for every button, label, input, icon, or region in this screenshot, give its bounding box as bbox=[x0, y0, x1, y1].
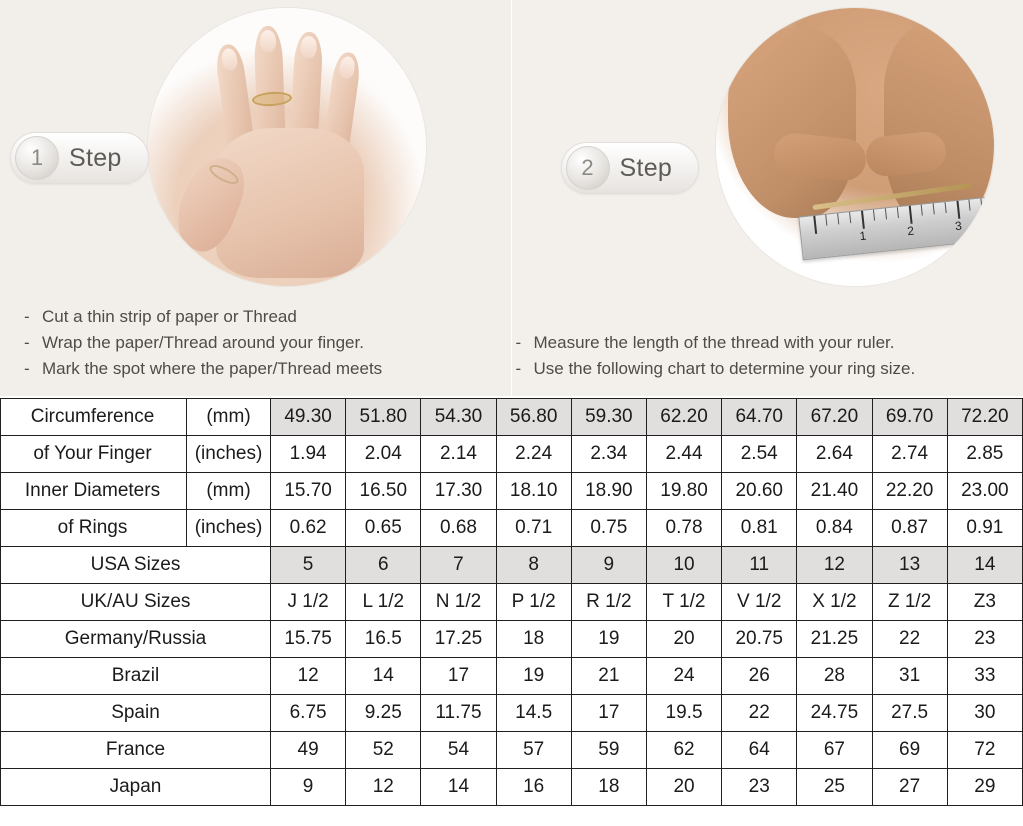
step-2-label: Step bbox=[619, 153, 673, 182]
cell: 33 bbox=[947, 658, 1022, 695]
cell: 24.75 bbox=[797, 695, 872, 732]
cell: 18.90 bbox=[571, 473, 646, 510]
cell: 26 bbox=[722, 658, 797, 695]
table-row bbox=[1, 510, 1023, 547]
cell: V 1/2 bbox=[722, 584, 797, 621]
cell: 0.62 bbox=[271, 510, 346, 547]
cell: 14 bbox=[421, 769, 496, 806]
step-2-panel bbox=[511, 0, 1023, 396]
cell: 0.68 bbox=[421, 510, 496, 547]
cell: 14 bbox=[947, 547, 1022, 584]
cell: 25 bbox=[797, 769, 872, 806]
step-2-instructions bbox=[516, 330, 1016, 382]
row-unit: (inches) bbox=[187, 510, 271, 547]
hands-measuring-thread-illustration bbox=[716, 8, 994, 286]
cell: 2.04 bbox=[346, 436, 421, 473]
cell: 17 bbox=[421, 658, 496, 695]
cell: 22.20 bbox=[872, 473, 947, 510]
cell: 20 bbox=[646, 621, 721, 658]
cell: 72 bbox=[947, 732, 1022, 769]
step-1-panel bbox=[0, 0, 511, 396]
table-row bbox=[1, 769, 1023, 806]
cell: 2.74 bbox=[872, 436, 947, 473]
cell: 2.44 bbox=[646, 436, 721, 473]
cell: 13 bbox=[872, 547, 947, 584]
cell: 21.40 bbox=[797, 473, 872, 510]
fingernail bbox=[220, 47, 239, 71]
table-row bbox=[1, 399, 1023, 436]
row-label: Spain bbox=[1, 695, 271, 732]
table-row bbox=[1, 584, 1023, 621]
step-1-label: Step bbox=[69, 143, 122, 172]
cell: 27 bbox=[872, 769, 947, 806]
cell: 19 bbox=[571, 621, 646, 658]
step-2-photo bbox=[716, 8, 994, 286]
bullet-dash-icon: - bbox=[24, 359, 30, 378]
cell: 19 bbox=[496, 658, 571, 695]
cell: 49 bbox=[271, 732, 346, 769]
cell: 20.75 bbox=[722, 621, 797, 658]
row-label: of Rings bbox=[1, 510, 187, 547]
cell: 0.75 bbox=[571, 510, 646, 547]
table-row bbox=[1, 658, 1023, 695]
row-label: UK/AU Sizes bbox=[1, 584, 271, 621]
ruler-tick bbox=[968, 200, 970, 211]
cell: 9 bbox=[571, 547, 646, 584]
table-row bbox=[1, 732, 1023, 769]
ruler-tick bbox=[861, 211, 865, 229]
cell: N 1/2 bbox=[421, 584, 496, 621]
list-item bbox=[24, 304, 494, 330]
cell: 6 bbox=[346, 547, 421, 584]
cell: 2.85 bbox=[947, 436, 1022, 473]
row-label: USA Sizes bbox=[1, 547, 271, 584]
table-row bbox=[1, 695, 1023, 732]
cell: Z3 bbox=[947, 584, 1022, 621]
row-label: Germany/Russia bbox=[1, 621, 271, 658]
row-label: of Your Finger bbox=[1, 436, 187, 473]
cell: 72.20 bbox=[947, 399, 1022, 436]
cell: 17 bbox=[571, 695, 646, 732]
cell: 67 bbox=[797, 732, 872, 769]
row-label: Brazil bbox=[1, 658, 271, 695]
ring-size-table bbox=[0, 398, 1023, 806]
cell: 2.14 bbox=[421, 436, 496, 473]
instruction-text: Measure the length of the thread with your ruler. bbox=[533, 333, 895, 352]
cell: 12 bbox=[346, 769, 421, 806]
cell: 49.30 bbox=[271, 399, 346, 436]
cell: 2.34 bbox=[571, 436, 646, 473]
instruction-text: Mark the spot where the paper/Thread meets bbox=[42, 359, 383, 378]
cell: 17.30 bbox=[421, 473, 496, 510]
cell: 1.94 bbox=[271, 436, 346, 473]
table-row bbox=[1, 473, 1023, 510]
cell: 31 bbox=[872, 658, 947, 695]
cell: T 1/2 bbox=[646, 584, 721, 621]
cell: 24 bbox=[646, 658, 721, 695]
instruction-text: Wrap the paper/Thread around your finger. bbox=[42, 333, 364, 352]
cell: 19.80 bbox=[646, 473, 721, 510]
hand-with-thread-illustration bbox=[148, 8, 426, 286]
row-unit: (inches) bbox=[187, 436, 271, 473]
cell: 10 bbox=[646, 547, 721, 584]
ruler-number: 2 bbox=[906, 223, 915, 239]
cell: 6.75 bbox=[271, 695, 346, 732]
cell: 67.20 bbox=[797, 399, 872, 436]
cell: 64.70 bbox=[722, 399, 797, 436]
ruler-tick bbox=[908, 206, 912, 224]
cell: 9 bbox=[271, 769, 346, 806]
cell: 62.20 bbox=[646, 399, 721, 436]
cell: 29 bbox=[947, 769, 1022, 806]
ruler-tick bbox=[813, 216, 817, 234]
cell: 69.70 bbox=[872, 399, 947, 436]
ruler-tick bbox=[956, 201, 960, 219]
cell: 54 bbox=[421, 732, 496, 769]
cell: 0.87 bbox=[872, 510, 947, 547]
cell: 16 bbox=[496, 769, 571, 806]
bullet-dash-icon: - bbox=[515, 359, 522, 378]
steps-section bbox=[0, 0, 1023, 396]
list-item bbox=[24, 330, 494, 356]
step-1-photo bbox=[148, 8, 426, 286]
cell: 14.5 bbox=[496, 695, 571, 732]
cell: R 1/2 bbox=[571, 584, 646, 621]
cell: L 1/2 bbox=[346, 584, 421, 621]
left-hand-illustration bbox=[728, 28, 856, 218]
cell: 14 bbox=[346, 658, 421, 695]
instruction-text: Cut a thin strip of paper or Thread bbox=[42, 307, 297, 326]
step-1-instructions bbox=[24, 304, 494, 382]
ruler-tick bbox=[837, 213, 839, 224]
cell: P 1/2 bbox=[496, 584, 571, 621]
cell: 0.71 bbox=[496, 510, 571, 547]
cell: 2.24 bbox=[496, 436, 571, 473]
step-2-number: 2 bbox=[566, 146, 610, 190]
cell: J 1/2 bbox=[271, 584, 346, 621]
cell: 22 bbox=[722, 695, 797, 732]
cell: 21 bbox=[571, 658, 646, 695]
step-1-badge bbox=[10, 132, 149, 184]
cell: 18 bbox=[571, 769, 646, 806]
list-item bbox=[516, 356, 1016, 382]
cell: 16.50 bbox=[346, 473, 421, 510]
row-label: Inner Diameters bbox=[1, 473, 187, 510]
cell: 21.25 bbox=[797, 621, 872, 658]
cell: 0.84 bbox=[797, 510, 872, 547]
cell: 11.75 bbox=[421, 695, 496, 732]
cell: 7 bbox=[421, 547, 496, 584]
ruler-tick bbox=[896, 207, 898, 218]
cell: 9.25 bbox=[346, 695, 421, 732]
row-label: France bbox=[1, 732, 271, 769]
list-item bbox=[24, 356, 494, 382]
cell: Z 1/2 bbox=[872, 584, 947, 621]
cell: 62 bbox=[646, 732, 721, 769]
cell: 54.30 bbox=[421, 399, 496, 436]
ruler-number: 1 bbox=[858, 228, 867, 244]
cell: 8 bbox=[496, 547, 571, 584]
cell: 23 bbox=[722, 769, 797, 806]
ruler-tick bbox=[944, 202, 946, 213]
ruler-number: 3 bbox=[953, 218, 962, 234]
table-row bbox=[1, 547, 1023, 584]
bullet-dash-icon: - bbox=[24, 333, 30, 352]
list-item bbox=[516, 330, 1016, 356]
row-unit: (mm) bbox=[187, 473, 271, 510]
cell: 2.54 bbox=[722, 436, 797, 473]
cell: 17.25 bbox=[421, 621, 496, 658]
ruler-tick bbox=[920, 205, 922, 216]
cell: 20 bbox=[646, 769, 721, 806]
cell: X 1/2 bbox=[797, 584, 872, 621]
fingernail bbox=[338, 55, 356, 79]
cell: 57 bbox=[496, 732, 571, 769]
cell: 2.64 bbox=[797, 436, 872, 473]
cell: 23.00 bbox=[947, 473, 1022, 510]
ruler-tick bbox=[932, 203, 934, 214]
cell: 19.5 bbox=[646, 695, 721, 732]
cell: 0.81 bbox=[722, 510, 797, 547]
cell: 56.80 bbox=[496, 399, 571, 436]
table-row bbox=[1, 436, 1023, 473]
row-label: Japan bbox=[1, 769, 271, 806]
cell: 51.80 bbox=[346, 399, 421, 436]
cell: 28 bbox=[797, 658, 872, 695]
cell: 12 bbox=[271, 658, 346, 695]
ruler-tick bbox=[884, 208, 886, 219]
cell: 12 bbox=[797, 547, 872, 584]
cell: 0.78 bbox=[646, 510, 721, 547]
cell: 69 bbox=[872, 732, 947, 769]
cell: 15.70 bbox=[271, 473, 346, 510]
cell: 59 bbox=[571, 732, 646, 769]
ruler-tick bbox=[872, 210, 874, 221]
cell: 22 bbox=[872, 621, 947, 658]
step-2-badge bbox=[561, 142, 700, 194]
cell: 0.91 bbox=[947, 510, 1022, 547]
cell: 18 bbox=[496, 621, 571, 658]
cell: 15.75 bbox=[271, 621, 346, 658]
table-row bbox=[1, 621, 1023, 658]
row-label: Circumference bbox=[1, 399, 187, 436]
cell: 30 bbox=[947, 695, 1022, 732]
bullet-dash-icon: - bbox=[24, 307, 30, 326]
cell: 64 bbox=[722, 732, 797, 769]
bullet-dash-icon: - bbox=[515, 333, 522, 352]
ruler-tick bbox=[825, 215, 827, 226]
cell: 59.30 bbox=[571, 399, 646, 436]
cell: 0.65 bbox=[346, 510, 421, 547]
instruction-text: Use the following chart to determine your ring size. bbox=[533, 359, 916, 378]
cell: 5 bbox=[271, 547, 346, 584]
cell: 52 bbox=[346, 732, 421, 769]
step-1-number: 1 bbox=[15, 136, 59, 180]
ruler-tick bbox=[849, 212, 851, 223]
cell: 20.60 bbox=[722, 473, 797, 510]
cell: 23 bbox=[947, 621, 1022, 658]
fingernail bbox=[260, 30, 277, 53]
ruler-tick bbox=[980, 198, 982, 209]
cell: 16.5 bbox=[346, 621, 421, 658]
fingernail bbox=[300, 36, 317, 59]
cell: 18.10 bbox=[496, 473, 571, 510]
cell: 27.5 bbox=[872, 695, 947, 732]
cell: 11 bbox=[722, 547, 797, 584]
row-unit: (mm) bbox=[187, 399, 271, 436]
